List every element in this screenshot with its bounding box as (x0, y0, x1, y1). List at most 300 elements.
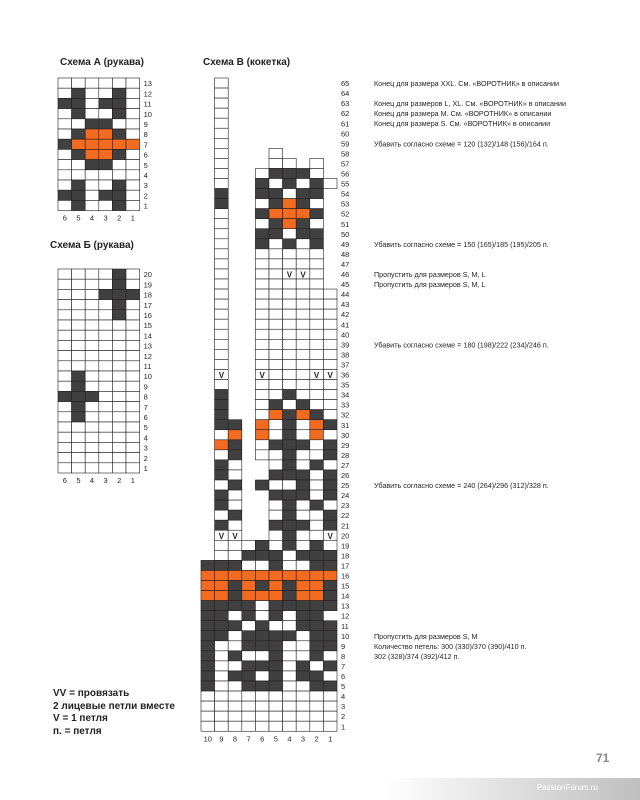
chart-cell (215, 691, 229, 701)
chart-cell (323, 450, 337, 460)
chart-cell (58, 361, 72, 371)
chart-cell (112, 88, 126, 98)
row-number: 12 (143, 351, 152, 361)
chart-cell (310, 631, 324, 641)
chart-cell (58, 279, 72, 289)
chart-cell (283, 631, 297, 641)
chart-cell (283, 158, 297, 168)
chart-cell (228, 460, 242, 470)
chart-cell (85, 371, 99, 381)
chart-cell (112, 432, 126, 442)
chart-cell (310, 269, 324, 279)
chart-cell (255, 229, 269, 239)
chart-cell (58, 269, 72, 279)
scheme-c-note: Конец для размера XXL. См. «ВОРОТНИК» в описании (374, 79, 559, 88)
row-number: 19 (143, 280, 152, 290)
row-number: 16 (341, 571, 350, 581)
chart-cell (283, 591, 297, 601)
row-number: 39 (341, 340, 350, 350)
chart-cell (85, 453, 99, 463)
row-number: 8 (341, 651, 346, 661)
chart-cell (85, 381, 99, 391)
chart-cell (215, 98, 229, 108)
scheme-c-note: Убавить согласно схеме = 150 (165)/185 (195)/205 п. (374, 239, 549, 249)
chart-cell (296, 199, 310, 209)
chart-cell (296, 289, 310, 299)
v-symbol: V (286, 270, 293, 280)
chart-cell (283, 661, 297, 671)
chart-cell (255, 329, 269, 339)
chart-cell (228, 621, 242, 631)
chart-cell (310, 661, 324, 671)
chart-cell (215, 138, 229, 148)
chart-cell (58, 381, 72, 391)
chart-cell (72, 351, 86, 361)
chart-cell (215, 570, 229, 580)
chart-cell (255, 540, 269, 550)
chart-cell (215, 108, 229, 118)
chart-cell (283, 490, 297, 500)
row-number: 45 (341, 280, 350, 290)
chart-cell (85, 442, 99, 452)
chart-cell (58, 88, 72, 98)
v-symbol: V (313, 371, 320, 380)
chart-cell (296, 279, 310, 289)
chart-cell (283, 621, 297, 631)
row-number: 34 (341, 390, 350, 400)
chart-cell (99, 160, 113, 170)
chart-cell (283, 229, 297, 239)
chart-cell (269, 581, 283, 591)
chart-cell (112, 371, 126, 381)
chart-cell (269, 631, 283, 641)
chart-cell (310, 390, 324, 400)
chart-cell (215, 410, 229, 420)
chart-cell (72, 422, 86, 432)
chart-cell (255, 560, 269, 570)
row-number: 32 (341, 410, 350, 420)
chart-cell (269, 440, 283, 450)
row-number: 52 (341, 209, 350, 219)
chart-cell (242, 661, 256, 671)
chart-cell (269, 309, 283, 319)
chart-cell (58, 149, 72, 159)
chart-cell (296, 179, 310, 189)
chart-cell (269, 400, 283, 410)
row-number: 42 (341, 310, 350, 320)
chart-cell (58, 200, 72, 210)
chart-cell (255, 550, 269, 560)
chart-cell (126, 279, 140, 289)
chart-cell (283, 701, 297, 711)
row-number: 2 (143, 191, 148, 201)
column-number: 5 (76, 476, 81, 485)
chart-cell (112, 180, 126, 190)
chart-cell (215, 279, 229, 289)
column-number: 4 (89, 213, 95, 223)
chart-cell (228, 510, 242, 520)
chart-cell (310, 420, 324, 430)
chart-cell (112, 200, 126, 210)
chart-cell (323, 410, 337, 420)
chart-cell (126, 442, 140, 452)
chart-cell (126, 351, 140, 361)
chart-cell (269, 651, 283, 661)
chart-cell (228, 480, 242, 490)
chart-cell (283, 279, 297, 289)
row-number: 59 (341, 139, 350, 149)
scheme-c-note: Конец для размера S. См. «ВОРОТНИК» в описании (374, 119, 551, 129)
chart-cell (323, 309, 337, 319)
chart-cell (283, 219, 297, 229)
chart-cell (269, 269, 283, 279)
chart-cell (242, 550, 256, 560)
chart-cell (242, 711, 256, 721)
chart-cell (310, 611, 324, 621)
chart-cell (242, 570, 256, 580)
chart-cell (310, 591, 324, 601)
chart-cell (310, 189, 324, 199)
chart-cell (283, 189, 297, 199)
chart-cell (269, 560, 283, 570)
row-number: 1 (341, 722, 346, 732)
chart-cell (283, 691, 297, 701)
chart-cell (283, 611, 297, 621)
chart-cell (323, 510, 337, 520)
chart-cell (215, 259, 229, 269)
chart-cell (296, 530, 310, 540)
chart-cell (112, 190, 126, 200)
column-number: 3 (300, 734, 306, 744)
chart-cell (201, 631, 215, 641)
chart-cell (323, 289, 337, 299)
v-symbol: V (327, 371, 333, 380)
row-number: 25 (341, 481, 350, 491)
chart-cell (269, 681, 283, 691)
chart-cell (296, 259, 310, 269)
chart-cell (126, 310, 140, 320)
row-number: 12 (341, 611, 350, 621)
chart-cell (296, 239, 310, 249)
chart-cell (283, 209, 297, 219)
chart-cell (255, 199, 269, 209)
chart-cell (72, 119, 86, 129)
chart-cell (126, 340, 140, 350)
chart-cell (99, 180, 113, 190)
chart-cell (310, 601, 324, 611)
chart-cell (255, 681, 269, 691)
chart-cell (215, 420, 229, 430)
row-number: 57 (341, 159, 350, 169)
row-number: 11 (341, 621, 349, 631)
chart-cell (323, 319, 337, 329)
row-number: 9 (143, 382, 148, 392)
chart-cell (269, 721, 283, 731)
chart-cell (58, 289, 72, 299)
row-number: 1 (143, 201, 148, 211)
chart-cell (255, 581, 269, 591)
row-number: 54 (341, 189, 350, 199)
chart-cell (283, 500, 297, 510)
column-number: 5 (273, 734, 278, 744)
chart-cell (296, 450, 310, 460)
chart-cell (99, 109, 113, 119)
row-number: 10 (143, 372, 152, 382)
chart-cell (269, 450, 283, 460)
column-number: 3 (103, 213, 108, 223)
chart-cell (85, 340, 99, 350)
row-number: 20 (341, 531, 350, 541)
chart-cell (255, 721, 269, 731)
chart-cell (228, 570, 242, 580)
column-number: 2 (314, 734, 319, 744)
chart-cell (126, 109, 140, 119)
chart-cell (269, 490, 283, 500)
chart-cell (58, 432, 72, 442)
row-number: 6 (143, 150, 148, 160)
chart-cell (255, 611, 269, 621)
chart-cell (283, 179, 297, 189)
chart-cell (72, 442, 86, 452)
chart-cell (228, 591, 242, 601)
chart-cell (228, 430, 242, 440)
chart-cell (296, 711, 310, 721)
page-number: 71 (596, 751, 610, 765)
chart-cell (296, 671, 310, 681)
chart-cell (269, 158, 283, 168)
chart-cell (269, 339, 283, 349)
chart-cell (112, 119, 126, 129)
chart-cell (112, 442, 126, 452)
chart-cell (85, 190, 99, 200)
chart-cell (296, 400, 310, 410)
row-number: 11 (143, 362, 152, 371)
chart-cell (85, 200, 99, 210)
chart-cell (72, 200, 86, 210)
scheme-c-note: 302 (328)/374 (392)/412 п. (374, 651, 460, 661)
legend (53, 688, 175, 738)
chart-cell (215, 641, 229, 651)
chart-cell (283, 460, 297, 470)
chart-cell (283, 510, 297, 520)
v-symbol: V (259, 371, 265, 380)
chart-cell (112, 412, 126, 422)
chart-cell (269, 289, 283, 299)
chart-cell (296, 359, 310, 369)
chart-cell (296, 349, 310, 359)
chart-cell (255, 319, 269, 329)
chart-cell (310, 500, 324, 510)
chart-cell (228, 691, 242, 701)
chart-cell (85, 139, 99, 149)
chart-cell (215, 560, 229, 570)
chart-cell (126, 78, 140, 88)
chart-cell (126, 422, 140, 432)
chart-cell (283, 430, 297, 440)
chart-cell (255, 249, 269, 259)
chart-cell (85, 78, 99, 88)
chart-cell (283, 560, 297, 570)
row-number: 20 (143, 270, 152, 280)
scheme-c-note: Убавить согласно схеме = 120 (132)/148 (156)/164 п. (374, 139, 549, 149)
column-number: 4 (89, 476, 95, 485)
chart-cell (283, 319, 297, 329)
chart-cell (310, 229, 324, 239)
chart-cell (99, 320, 113, 330)
chart-cell (215, 239, 229, 249)
chart-cell (58, 180, 72, 190)
chart-cell (72, 463, 86, 473)
row-number: 31 (341, 420, 350, 430)
row-number: 35 (341, 380, 350, 390)
chart-cell (323, 380, 337, 390)
chart-cell (99, 442, 113, 452)
chart-cell (296, 490, 310, 500)
chart-cell (323, 711, 337, 721)
chart-cell (255, 420, 269, 430)
chart-cell (296, 319, 310, 329)
chart-cell (323, 581, 337, 591)
chart-cell (283, 199, 297, 209)
chart-cell (255, 410, 269, 420)
chart-cell (215, 199, 229, 209)
column-number: 10 (203, 734, 212, 744)
chart-cell (228, 500, 242, 510)
chart-cell (323, 681, 337, 691)
chart-cell (72, 149, 86, 159)
row-number: 23 (341, 501, 350, 511)
chart-cell (310, 581, 324, 591)
chart-cell (112, 269, 126, 279)
chart-cell (215, 309, 229, 319)
chart-cell (99, 351, 113, 361)
chart-cell (112, 340, 126, 350)
chart-cell (255, 359, 269, 369)
chart-cell (58, 442, 72, 452)
chart-cell (283, 540, 297, 550)
chart-cell (58, 78, 72, 88)
chart-cell (215, 631, 229, 641)
chart-cell (99, 422, 113, 432)
chart-cell (323, 339, 337, 349)
chart-cell (296, 430, 310, 440)
chart-cell (296, 500, 310, 510)
chart-cell (323, 550, 337, 560)
chart-cell (99, 119, 113, 129)
chart-cell (85, 320, 99, 330)
chart-cell (255, 480, 269, 490)
chart-cell (296, 440, 310, 450)
chart-cell (58, 371, 72, 381)
chart-cell (112, 330, 126, 340)
chart-cell (215, 148, 229, 158)
row-number: 12 (143, 89, 152, 99)
chart-cell (99, 371, 113, 381)
chart-cell (255, 219, 269, 229)
chart-cell (323, 430, 337, 440)
chart-cell (126, 129, 140, 139)
chart-cell (296, 691, 310, 701)
chart-cell (310, 621, 324, 631)
chart-cell (215, 611, 229, 621)
chart-cell (255, 309, 269, 319)
chart-cell (255, 179, 269, 189)
chart-cell (112, 300, 126, 310)
chart-cell (126, 381, 140, 391)
chart-cell (72, 381, 86, 391)
chart-cell (99, 432, 113, 442)
chart-cell (112, 139, 126, 149)
chart-cell (126, 149, 140, 159)
row-number: 51 (341, 219, 350, 229)
chart-cell (242, 611, 256, 621)
chart-cell (215, 581, 229, 591)
chart-cell (242, 591, 256, 601)
row-number: 21 (341, 521, 350, 531)
scheme-c-note: Конец для размера M. См. «ВОРОТНИК» в описании (374, 109, 552, 119)
chart-cell (85, 149, 99, 159)
chart-cell (99, 310, 113, 320)
chart-cell (310, 249, 324, 259)
chart-cell (112, 149, 126, 159)
chart-cell (215, 189, 229, 199)
chart-cell (85, 310, 99, 320)
chart-cell (112, 310, 126, 320)
chart-cell (228, 681, 242, 691)
chart-cell (201, 611, 215, 621)
chart-cell (126, 371, 140, 381)
chart-cell (215, 671, 229, 681)
chart-cell (310, 329, 324, 339)
chart-cell (323, 400, 337, 410)
chart-cell (296, 510, 310, 520)
chart-cell (215, 269, 229, 279)
chart-cell (283, 359, 297, 369)
chart-cell (283, 651, 297, 661)
row-number: 37 (341, 360, 350, 370)
chart-cell (296, 631, 310, 641)
chart-cell (283, 349, 297, 359)
row-number: 4 (143, 433, 148, 443)
chart-cell (310, 259, 324, 269)
chart-cell (283, 711, 297, 721)
row-number: 1 (143, 464, 148, 473)
chart-cell (85, 300, 99, 310)
chart-cell (72, 453, 86, 463)
v-symbol: V (218, 371, 225, 380)
row-number: 6 (143, 413, 148, 422)
row-number: 56 (341, 169, 350, 179)
chart-cell (323, 641, 337, 651)
chart-cell (296, 380, 310, 390)
chart-cell (58, 300, 72, 310)
chart-cell (255, 671, 269, 681)
row-number: 13 (143, 79, 152, 89)
chart-cell (85, 412, 99, 422)
row-number: 6 (341, 672, 346, 681)
chart-cell (323, 691, 337, 701)
chart-cell (296, 249, 310, 259)
chart-cell (112, 381, 126, 391)
chart-cell (126, 463, 140, 473)
chart-cell (255, 641, 269, 651)
chart-cell (310, 560, 324, 570)
scheme-c-note: Количество петель: 300 (330)/370 (390)/410 п. (374, 641, 527, 651)
chart-cell (269, 500, 283, 510)
chart-cell (201, 591, 215, 601)
chart-cell (126, 190, 140, 200)
chart-cell (126, 402, 140, 412)
